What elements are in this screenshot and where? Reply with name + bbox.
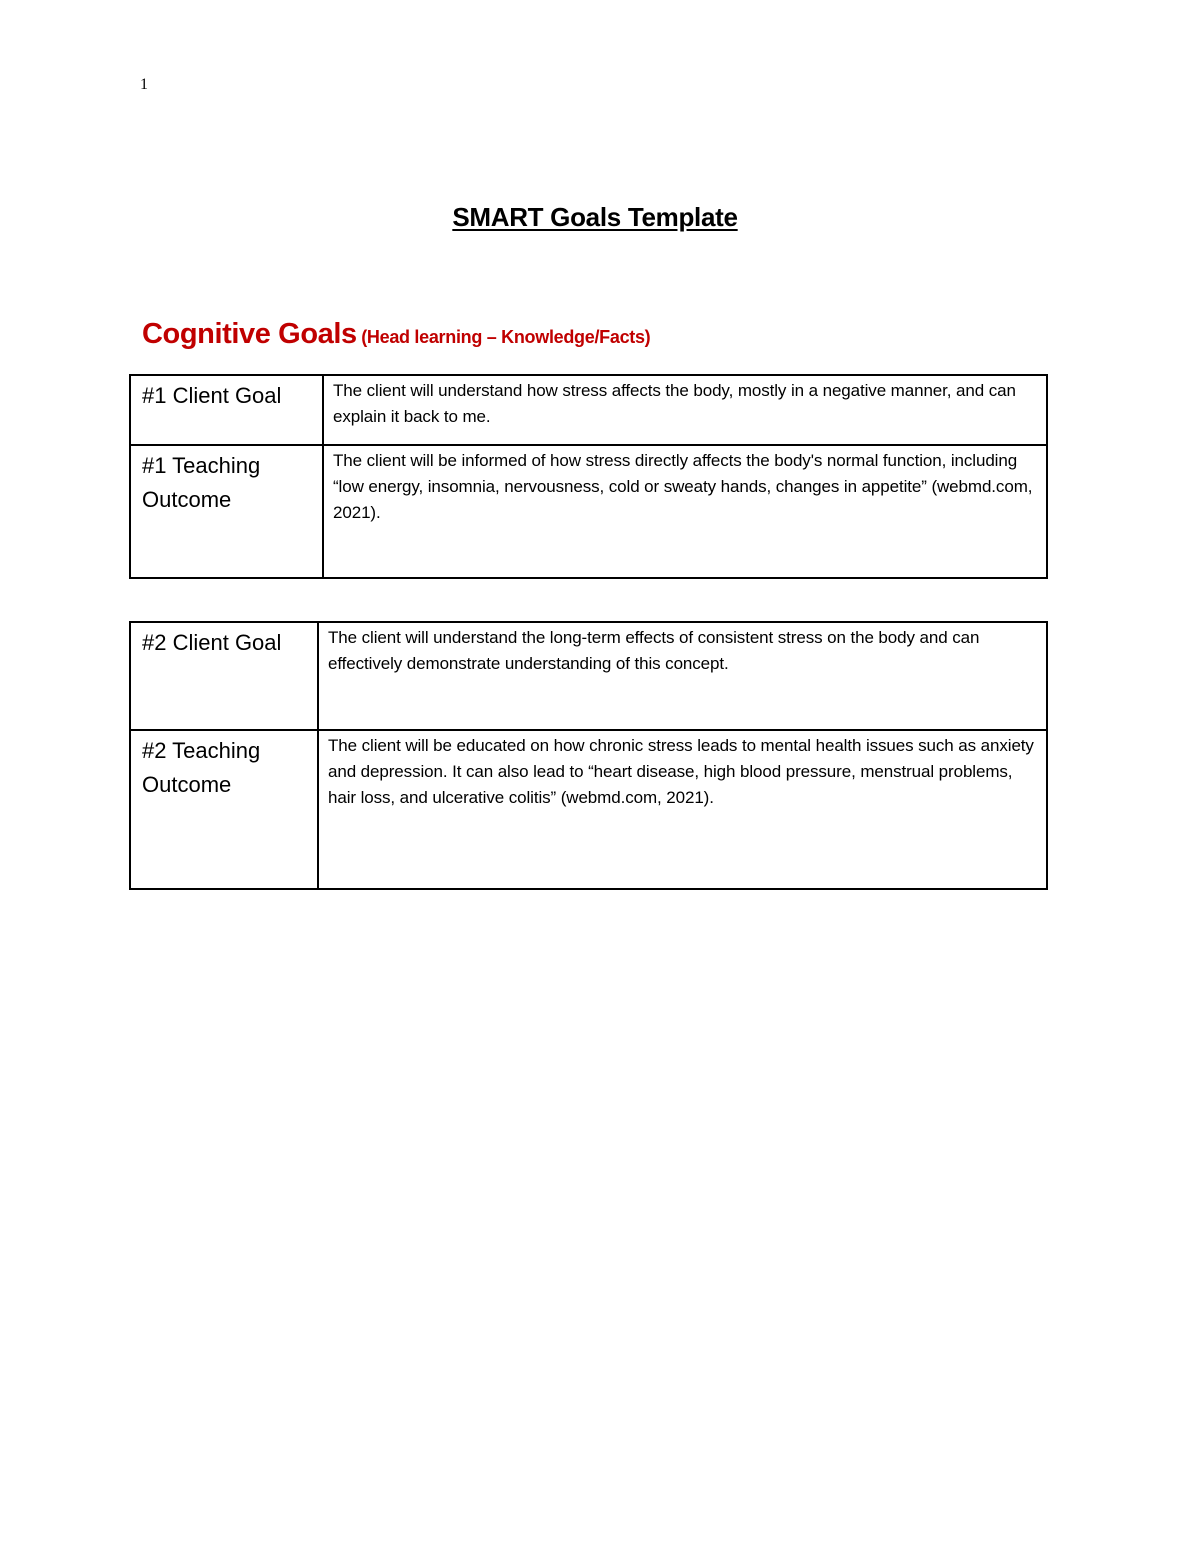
table-row [130, 445, 1047, 578]
row-label: #2 Teaching Outcome [130, 730, 318, 889]
goal-table-2 [129, 621, 1048, 890]
table-row [130, 730, 1047, 889]
row-content: The client will be educated on how chronic stress leads to mental health issues such as anxiety and depression. It can also lead to “heart disease, high blood pressure, menstrual problems, hair loss, and ulcerative colitis” (webmd.com, 2021). [318, 730, 1047, 889]
table-row [130, 375, 1047, 445]
section-heading-sub: (Head learning – Knowledge/Facts) [361, 327, 651, 347]
row-label: #2 Client Goal [130, 622, 318, 730]
section-heading-main: Cognitive Goals [142, 318, 357, 350]
row-label: #1 Client Goal [130, 375, 323, 445]
goal-table-1 [129, 374, 1048, 579]
document-title: SMART Goals Template [452, 202, 738, 232]
row-content: The client will understand the long-term effects of consistent stress on the body and can effectively demonstrate understanding of this concept. [318, 622, 1047, 730]
page-number: 1 [140, 76, 148, 93]
row-content: The client will be informed of how stress directly affects the body's normal function, including “low energy, insomnia, nervousness, cold or sweaty hands, changes in appetite” (webmd.com, 2021). [323, 445, 1047, 578]
table-row [130, 622, 1047, 730]
section-heading [142, 318, 650, 351]
row-label: #1 Teaching Outcome [130, 445, 323, 578]
row-content: The client will understand how stress affects the body, mostly in a negative manner, and can explain it back to me. [323, 375, 1047, 445]
